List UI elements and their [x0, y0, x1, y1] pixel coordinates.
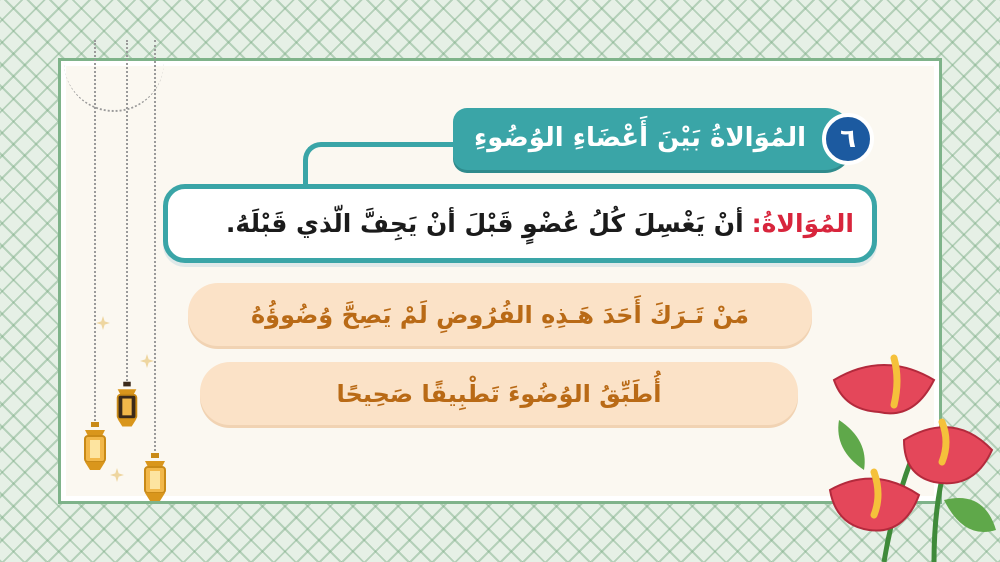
lantern-string: [126, 40, 128, 385]
section-number-badge: ٦: [822, 113, 874, 165]
star-icon: [140, 354, 154, 368]
lantern-string: [154, 40, 156, 455]
lantern-icon: [113, 380, 141, 432]
definition-term: المُوَالاةُ:: [751, 209, 854, 238]
section-title: المُوَالاةُ بَيْنَ أَعْضَاءِ الوُضُوءِ: [474, 123, 806, 153]
lantern-icon: [140, 453, 170, 505]
star-icon: [110, 468, 124, 482]
anthurium-flower-icon: [824, 350, 1000, 562]
note-pill: مَنْ تَـرَكَ أَحَدَ هَـذِهِ الفُرُوضِ لَمْ يَصِحَّ وُضُوؤُهُ: [188, 283, 812, 346]
note-pill: أُطَبِّقُ الوُضُوءَ تَطْبِيقًا صَحِيحًا: [200, 362, 798, 425]
definition-text: أنْ يَغْسِلَ كُلُ عُضْوٍ قَبْلَ أنْ يَجِفَّ الّذي قَبْلَهُ.: [225, 209, 744, 238]
definition-box: [163, 184, 877, 263]
lantern-string: [94, 40, 96, 425]
lantern-icon: [80, 422, 110, 474]
title-connector: [303, 142, 455, 188]
star-icon: [96, 316, 110, 330]
